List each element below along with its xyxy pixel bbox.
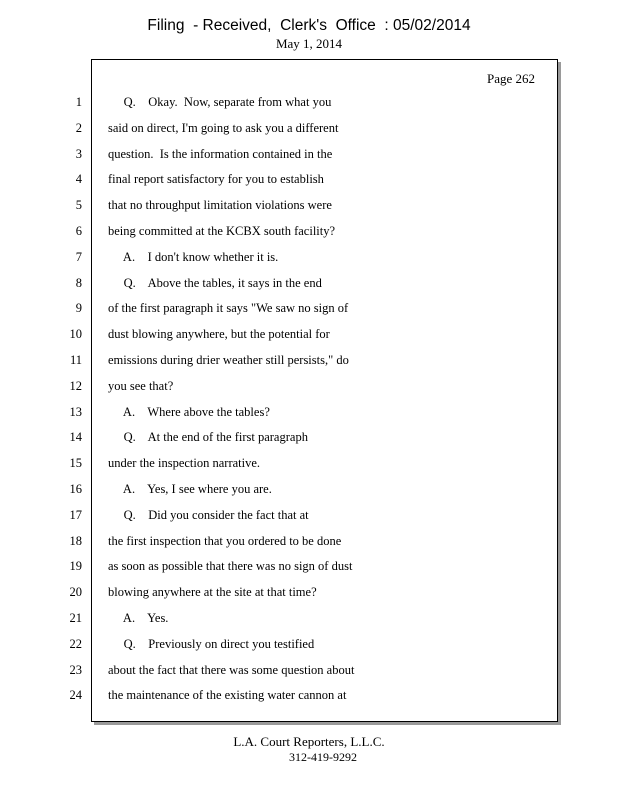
line-text: dust blowing anywhere, but the potential for	[108, 327, 330, 341]
line-number: 12	[69, 379, 82, 393]
filing-stamp: Filing - Received, Clerk's Office : 05/02/2014	[147, 17, 471, 34]
line-number: 8	[75, 276, 82, 290]
line-text: Q. At the end of the first paragraph	[108, 430, 308, 444]
page-number: Page 262	[487, 71, 536, 86]
line-number: 17	[69, 508, 82, 522]
line-number: 11	[69, 353, 82, 367]
line-number: 22	[69, 637, 82, 651]
line-number: 7	[75, 250, 82, 264]
line-number: 6	[75, 224, 82, 238]
transcript-date: May 1, 2014	[275, 36, 343, 51]
line-text: emissions during drier weather still persists," do	[108, 353, 349, 367]
line-text: being committed at the KCBX south facility?	[108, 224, 336, 238]
line-text: final report satisfactory for you to establish	[108, 172, 324, 186]
reporter-phone: 312-419-9292	[289, 750, 357, 764]
line-text: Q. Above the tables, it says in the end	[108, 276, 322, 290]
line-number: 18	[69, 534, 82, 548]
reporter-company: L.A. Court Reporters, L.L.C.	[233, 734, 385, 749]
line-number: 3	[75, 147, 82, 161]
line-text: A. Yes, I see where you are.	[108, 482, 272, 496]
line-text: the maintenance of the existing water cannon at	[108, 688, 347, 702]
line-number: 10	[69, 327, 82, 341]
line-text: Q. Okay. Now, separate from what you	[108, 95, 332, 109]
line-text: about the fact that there was some question about	[108, 663, 355, 677]
line-number: 9	[75, 301, 82, 315]
line-number: 24	[69, 688, 82, 702]
line-text: A. Yes.	[108, 611, 169, 625]
line-text: blowing anywhere at the site at that time?	[108, 585, 317, 599]
line-text: the first inspection that you ordered to be done	[108, 534, 342, 548]
line-text: Q. Did you consider the fact that at	[108, 508, 309, 522]
line-text: A. I don't know whether it is.	[108, 250, 279, 264]
line-number: 2	[75, 121, 82, 135]
line-number: 4	[75, 172, 82, 186]
line-number: 20	[69, 585, 82, 599]
line-number: 1	[75, 95, 82, 109]
line-text: A. Where above the tables?	[108, 405, 270, 419]
line-text: of the first paragraph it says "We saw no sign of	[108, 301, 349, 315]
line-number: 19	[69, 559, 82, 573]
line-text: as soon as possible that there was no sign of dust	[108, 559, 353, 573]
line-number: 21	[69, 611, 82, 625]
line-number: 14	[69, 430, 82, 444]
line-number: 16	[69, 482, 82, 496]
line-text: that no throughput limitation violations were	[108, 198, 332, 212]
line-text: question. Is the information contained in the	[108, 147, 333, 161]
line-number: 5	[75, 198, 82, 212]
line-text: under the inspection narrative.	[108, 456, 261, 470]
line-number: 23	[69, 663, 82, 677]
line-number: 13	[69, 405, 82, 419]
line-text: Q. Previously on direct you testified	[108, 637, 315, 651]
line-number: 15	[69, 456, 82, 470]
line-text: you see that?	[108, 379, 174, 393]
line-text: said on direct, I'm going to ask you a different	[108, 121, 339, 135]
